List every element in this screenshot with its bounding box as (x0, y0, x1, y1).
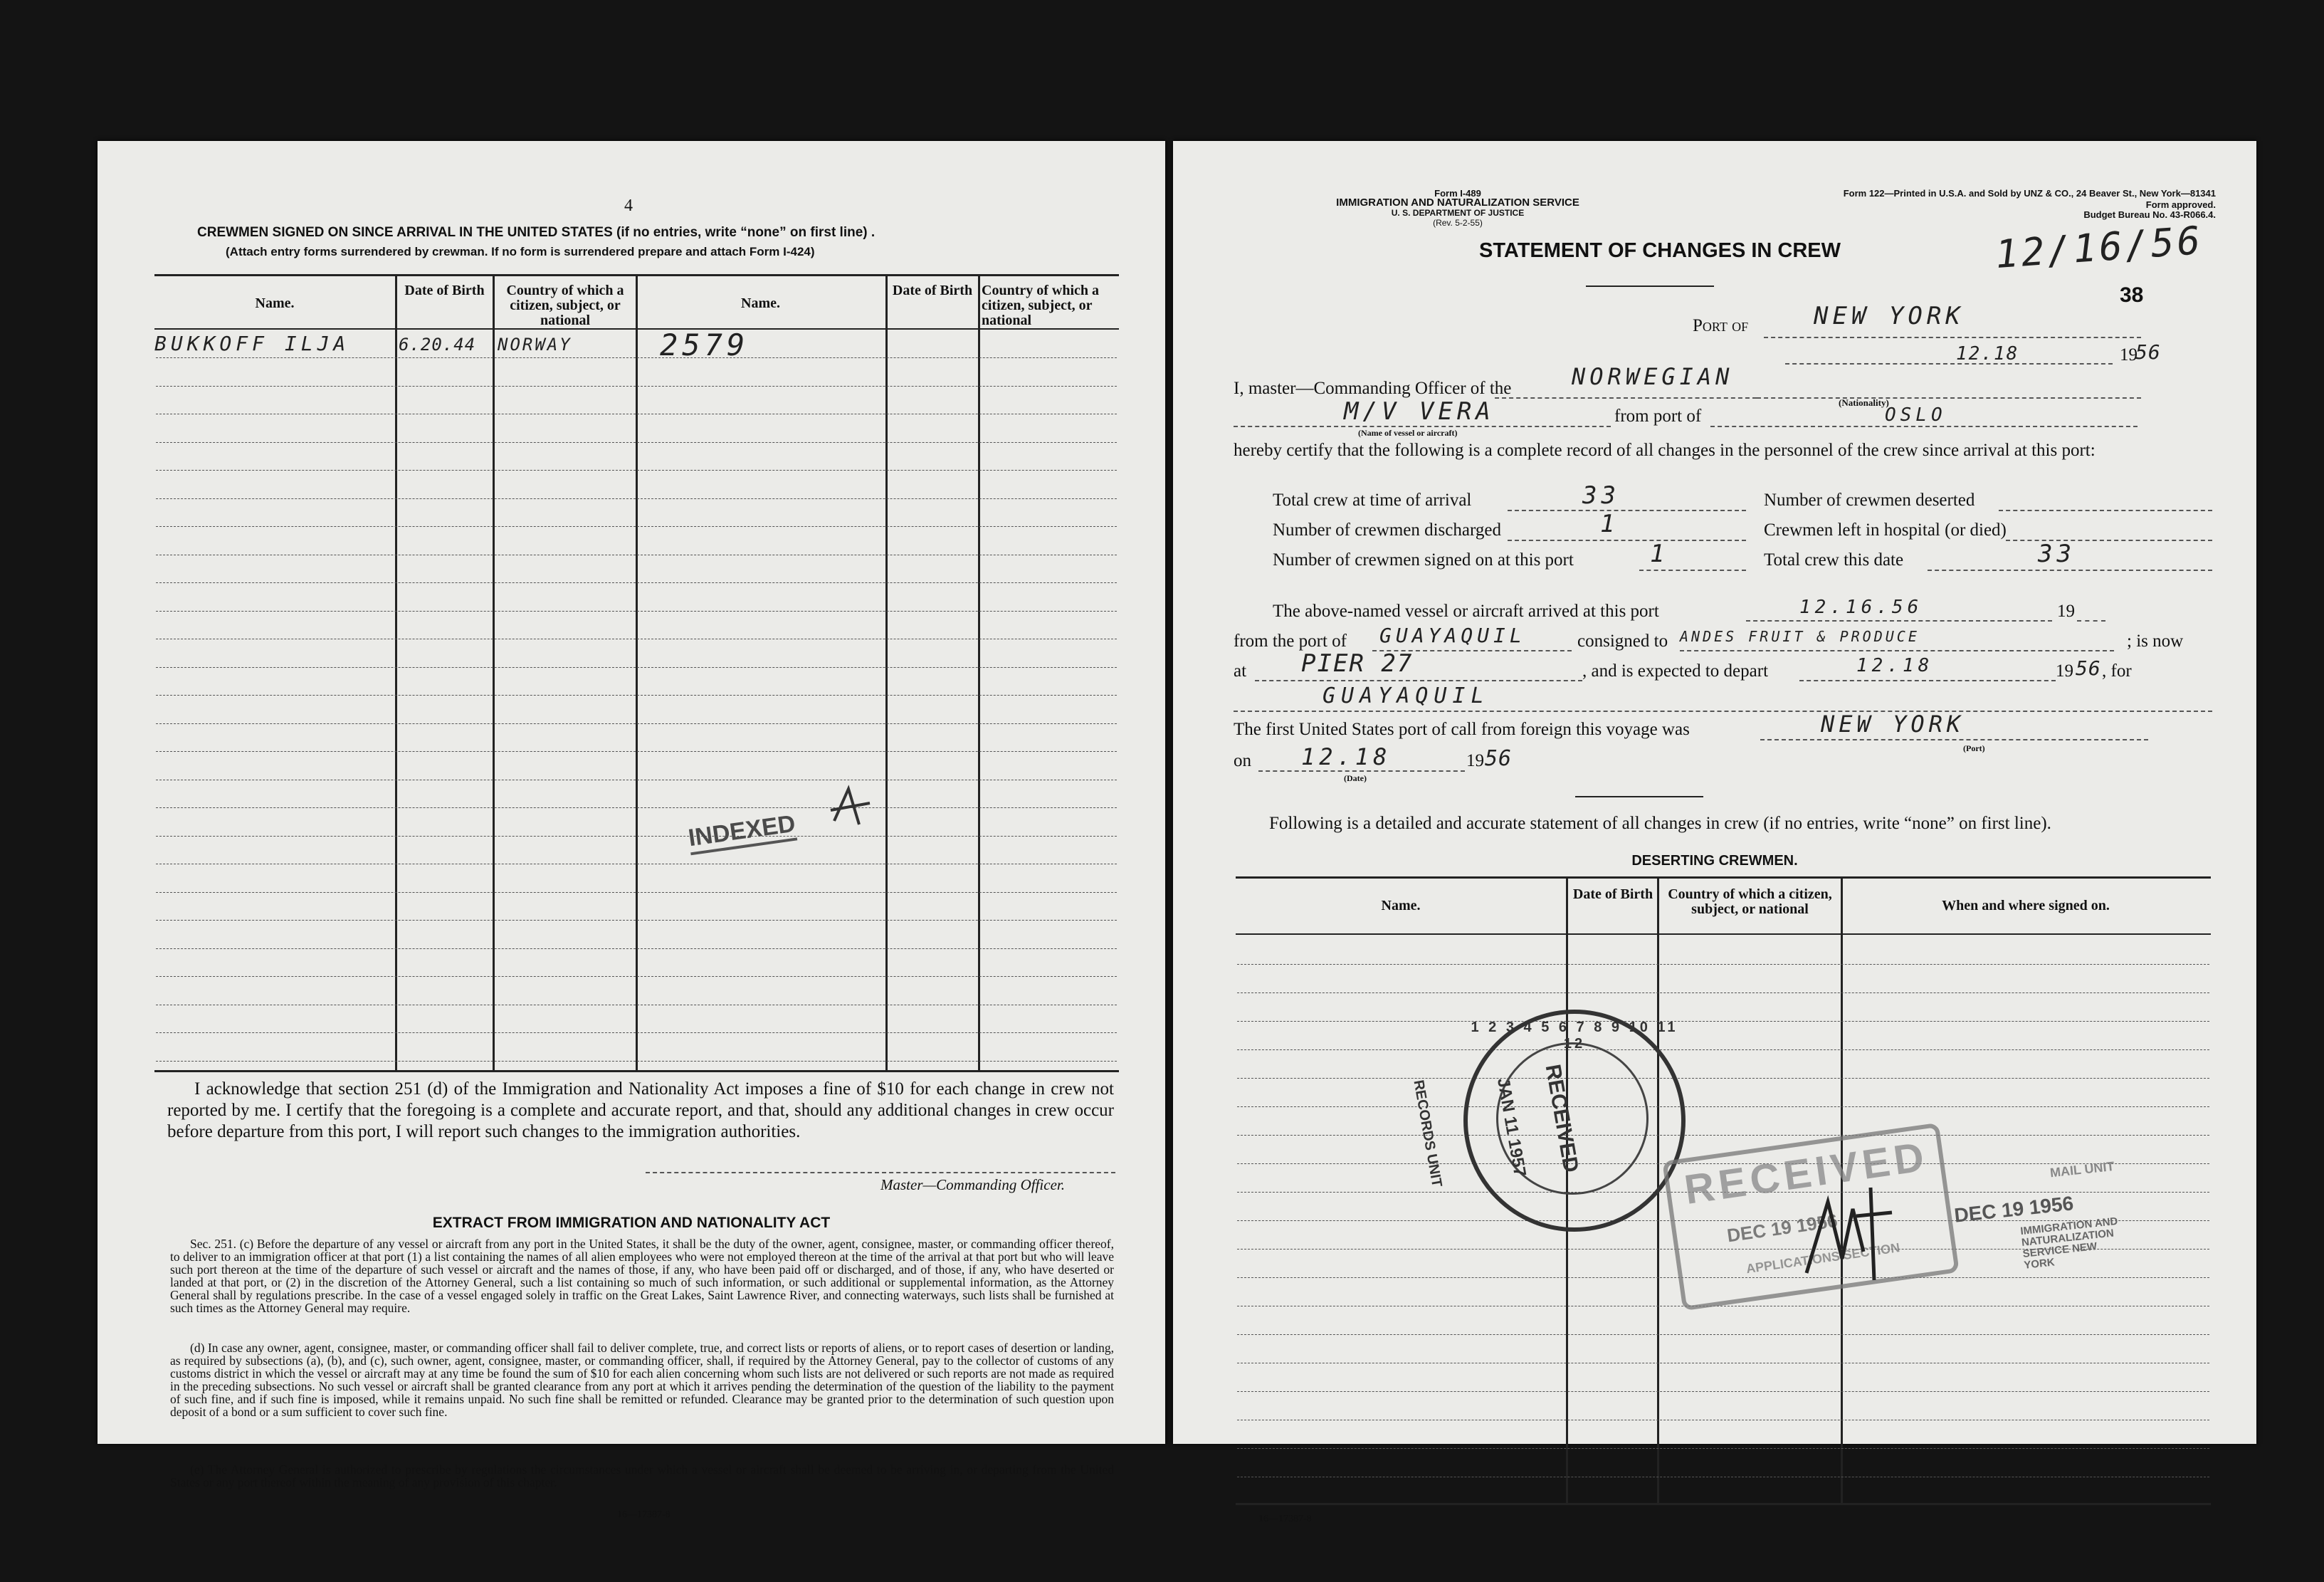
signed-on-value: 1 (1650, 540, 1669, 568)
on-year: 56 (1485, 746, 1513, 771)
ruled-line (156, 836, 1117, 837)
received-stamp-ring: RECORDS UNIT (1410, 1079, 1445, 1188)
total-arrival-label: Total crew at time of arrival (1273, 491, 1472, 510)
ruled-line (1237, 964, 2209, 965)
ruled-line (156, 667, 1117, 668)
entry-dob: 6.20.44 (399, 335, 476, 355)
for-text: , for (2102, 661, 2132, 681)
arrived-year-prefix: 19 (2057, 602, 2075, 621)
mail-unit-label: MAIL UNIT (2049, 1158, 2115, 1180)
footer-code: 16—17387-8 (617, 1509, 671, 1520)
from-port-of-value: GUAYAQUIL (1379, 624, 1526, 647)
form-number: Form I-489 (1434, 188, 1481, 199)
total-date-value: 33 (2038, 540, 2076, 568)
first-port-text: The first United States port of call from foreign this voyage was (1234, 720, 1690, 739)
on-year-prefix: 19 (1466, 751, 1484, 770)
check-mark-icon (827, 782, 884, 832)
ruled-line (1237, 1049, 2209, 1050)
agency-name: IMMIGRATION AND NATURALIZATION SERVICE (1336, 197, 1579, 209)
on-text: on (1234, 751, 1251, 770)
consigned-text: consigned to (1577, 632, 1668, 651)
certify-text: hereby certify that the following is a complete record of all changes in the personnel of the crew since arrival at this port: (1234, 441, 2096, 460)
for-value: GUAYAQUIL (1323, 683, 1490, 708)
received-stamp-label: RECEIVED (1540, 1062, 1583, 1175)
mail-unit-stamp (1950, 1157, 2147, 1296)
handwritten-date: 12/16/56 (1994, 217, 2204, 278)
ruled-line (156, 807, 1117, 808)
ruled-line (156, 442, 1117, 443)
department-name: U. S. DEPARTMENT OF JUSTICE (1391, 208, 1525, 218)
extract-sec-251e: (e) The Attorney General is authorized to prescribe by regulations the circumstances under which a vessel or aircraft shall be deemed to be arriving in, or departing from the United States or any port thereof within the meaning of any provision of this chapter. (170, 1462, 1114, 1489)
year-prefix: 19 (2120, 345, 2138, 365)
extract-sec-251c: Sec. 251. (c) Before the departure of any vessel or aircraft from any port in the United States, it shall be the duty of the owner, agent, consignee, master, or commanding officer thereof, to deliver to an immigration officer at that port (1) a list containing the names of all alien employees who were not employed thereon at the time of the arrival at that port but who will leave such port thereon at the time of the departure of such vessel or aircraft and the names of those, if any, who have been paid off or discharged, and of those, if any, who have deserted or landed at that port, or (2) in the discretion of the Attorney General, such a list containing so much of such information, or such additional or supplemental information, as the Attorney General shall by regulations prescribe. In the case of a vessel engaged solely in traffic on the Great Lakes, Saint Lawrence River, and connecting waterways, such lists shall be furnished at such times as the Attorney General may require. (170, 1237, 1114, 1315)
applications-stamp-section: APPLICATIONS SECTION (1745, 1240, 1901, 1277)
ruled-line (156, 526, 1117, 527)
applications-stamp-date: DEC 19 1956 (1725, 1210, 1839, 1247)
from-port-value: OSLO (1885, 404, 1947, 426)
printer-line: Form 122—Printed in U.S.A. and Sold by UNZ & CO., 24 Beaver St., New York—81341 (1843, 188, 2216, 199)
col-deserter-country: Country of which a citizen, subject, or national (1668, 886, 1832, 917)
col-dob-2: Date of Birth (892, 283, 973, 298)
arrived-text: The above-named vessel or aircraft arrived at this port (1273, 602, 1659, 621)
crewmen-subheading: (Attach entry forms surrendered by crewman. If no form is surrendered prepare and attach Form I-424) (226, 245, 815, 258)
total-arrival-value: 33 (1582, 481, 1620, 510)
col-deserter-dob: Date of Birth (1572, 886, 1653, 902)
approval-line2: Budget Bureau No. 43-R066.4. (2083, 209, 2216, 220)
ruled-line (1237, 992, 2209, 993)
left-page (98, 141, 1165, 1520)
indexed-stamp: INDEXED (687, 810, 798, 856)
right-page (1173, 141, 2256, 1524)
nationality-label: (Nationality) (1839, 397, 1889, 408)
ruled-line (156, 498, 1117, 499)
ruled-line (1237, 1106, 2209, 1107)
deserted-label: Number of crewmen deserted (1764, 491, 1975, 510)
depart-year: 56 (2076, 656, 2101, 680)
col-when-where: When and where signed on. (1942, 898, 2110, 913)
col-country: Country of which a citizen, subject, or national (506, 283, 624, 328)
approval-line1: Form approved. (2145, 199, 2216, 210)
acknowledgement-text: I acknowledge that section 251 (d) of the Immigration and Nationality Act imposes a fine of $10 for each change in crew not reported by me. I certify that the foregoing is a complete and accurate report, and that, should any additional changes in crew occur before departure from this port, I will report such changes to the immigration authorities. (167, 1079, 1114, 1141)
applications-stamp-word: RECEIVED (1681, 1133, 1931, 1213)
from-port-label: from port of (1614, 407, 1702, 426)
page-number: 4 (624, 197, 633, 215)
ruled-line (1237, 1334, 2209, 1335)
is-now-text: ; is now (2127, 632, 2184, 651)
ruled-line (156, 892, 1117, 893)
col-country-2: Country of which a citizen, subject, or national (982, 283, 1100, 328)
at-text: at (1234, 661, 1247, 681)
ruled-line (156, 920, 1117, 921)
date-label: (Date) (1344, 773, 1367, 783)
port-of-label: Port of (1693, 316, 1749, 335)
ruled-line (156, 582, 1117, 583)
ruled-line (1237, 1078, 2209, 1079)
ruled-line (156, 611, 1117, 612)
ruled-line (156, 470, 1117, 471)
mail-unit-date: DEC 19 1956 (1953, 1192, 2075, 1227)
discharged-label: Number of crewmen discharged (1273, 520, 1501, 540)
signed-on-label: Number of crewmen signed on at this port (1273, 550, 1574, 570)
ruled-line (156, 1032, 1117, 1033)
deserting-title: DESERTING CREWMEN. (1631, 853, 1798, 869)
mail-unit-agency: IMMIGRATION AND NATURALIZATION SERVICE NEW YORK (2019, 1215, 2119, 1272)
col-name-2: Name. (741, 295, 780, 311)
arrived-value: 12.16.56 (1799, 597, 1923, 618)
right-footer-code: 16—17387-8 (1258, 1514, 1312, 1524)
vessel-value: M/V VERA (1344, 397, 1495, 426)
depart-year-prefix: 19 (2056, 661, 2073, 681)
ruled-line (156, 1061, 1117, 1062)
ruled-line (1237, 1021, 2209, 1022)
port-of-value: NEW YORK (1814, 302, 1965, 330)
master-line: I, master—Commanding Officer of the (1234, 379, 1512, 398)
hospital-label: Crewmen left in hospital (or died) (1764, 520, 2007, 540)
ruled-line (156, 751, 1117, 752)
ruled-line (156, 723, 1117, 724)
at-value: PIER 27 (1301, 649, 1414, 678)
depart-value: 12.18 (1856, 655, 1934, 676)
vessel-label: (Name of vessel or aircraft) (1358, 428, 1458, 438)
year-value: 56 (2135, 340, 2161, 364)
col-deserter-name: Name. (1381, 898, 1421, 913)
extract-sec-251d: (d) In case any owner, agent, consignee, master, or commanding officer shall fail to deliver complete, true, and correct lists or reports of aliens, or to report cases of desertion or landing, as required by subsections (a), (b), and (c), such owner, agent, consignee, master, or commanding officer, shall, if required by the Attorney General, pay to the collector of customs of any customs district in which the vessel or aircraft may at any time be found the sum of $10 for each alien concerning whom such lists are not delivered or such reports are not made as required in the preceding subsections. No such vessel or aircraft shall be granted clearance from any port at which it arrives pending the determination of the question of the liability to the payment of such fine, and if such fine is imposed, while it remains unpaid. No such fine shall be remitted or refunded. Clearance may be granted prior to the determination of such question upon deposit of a bond or a sum sufficient to cover such fine. (170, 1341, 1114, 1419)
revision-date: (Rev. 5-2-55) (1433, 218, 1483, 228)
ruled-line (156, 976, 1117, 977)
col-dob: Date of Birth (404, 283, 485, 298)
received-stamp-digits: 1 2 3 4 5 6 7 8 9 10 11 12 (1471, 1020, 1678, 1052)
ruled-line (1237, 1391, 2209, 1392)
discharged-value: 1 (1600, 510, 1619, 538)
port-label: (Port) (1963, 743, 1985, 753)
nationality-value: NORWEGIAN (1572, 363, 1734, 390)
received-stamp (1410, 1010, 1686, 1232)
ruled-line (156, 357, 1117, 358)
ruled-line (156, 695, 1117, 696)
entry-country: NORWAY (498, 335, 572, 355)
following-text: Following is a detailed and accurate statement of all changes in crew (if no entries, write “none” on first line). (1269, 814, 2051, 833)
form-title: STATEMENT OF CHANGES IN CREW (1479, 239, 1841, 262)
ruled-line (156, 386, 1117, 387)
crewmen-heading: CREWMEN SIGNED ON SINCE ARRIVAL IN THE UNITED STATES (if no entries, write “none” on first line) . (197, 225, 876, 240)
sheet-number: 38 (2120, 283, 2144, 307)
expected-text: , and is expected to depart (1582, 661, 1769, 681)
extract-title: EXTRACT FROM IMMIGRATION AND NATIONALITY ACT (432, 1215, 831, 1231)
entry-name: BUKKOFF ILJA (154, 332, 350, 355)
col-name: Name. (255, 295, 295, 311)
from-port-of-text: from the port of (1234, 632, 1347, 651)
ruled-line (156, 948, 1117, 949)
ruled-line (1237, 1448, 2209, 1449)
on-value: 12.18 (1301, 743, 1392, 770)
signature-label: Master—Commanding Officer. (880, 1176, 1065, 1193)
initials-signature-icon (1785, 1173, 1899, 1287)
received-stamp-date: JAN 11 1957 (1493, 1076, 1530, 1178)
ruled-line (1237, 1135, 2209, 1136)
total-date-label: Total crew this date (1764, 550, 1904, 570)
date-value: 12.18 (1956, 343, 2019, 365)
first-port-value: NEW YORK (1821, 711, 1965, 738)
consigned-value: ANDES FRUIT & PRODUCE (1680, 628, 1920, 645)
entry-number: 2579 (660, 328, 750, 362)
